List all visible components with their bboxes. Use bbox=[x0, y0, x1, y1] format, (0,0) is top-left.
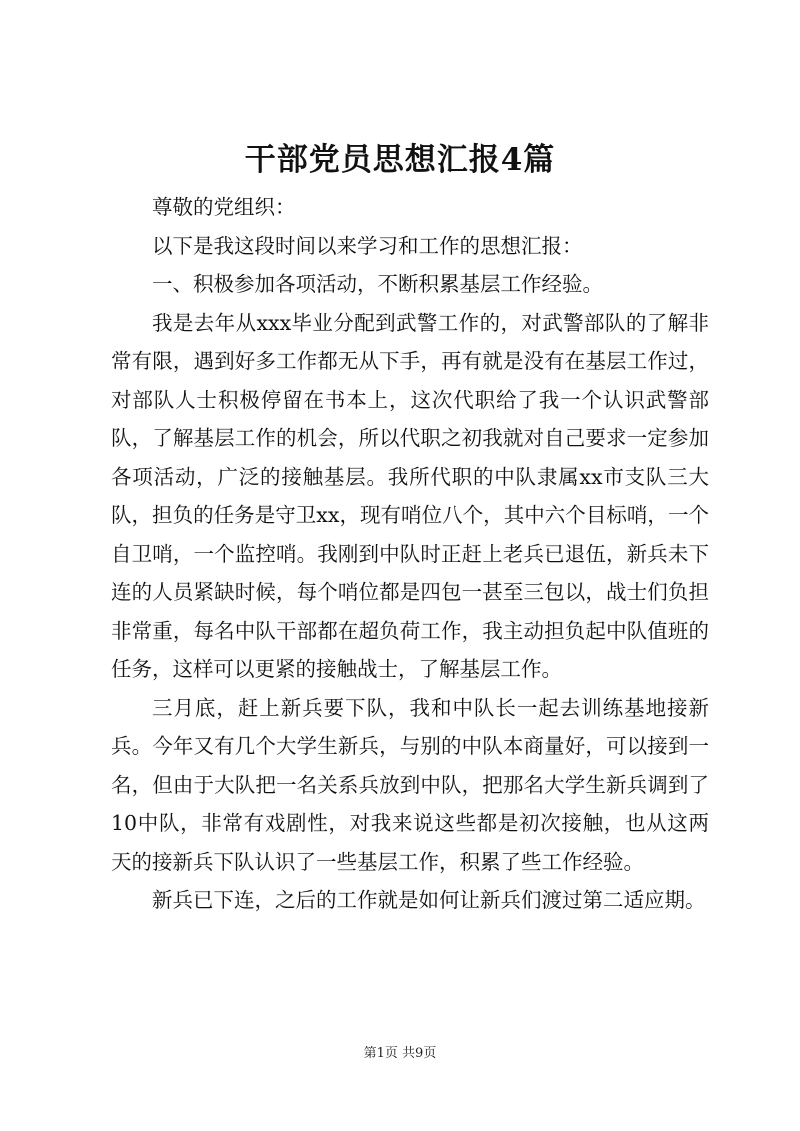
body-paragraph: 我是去年从xxx毕业分配到武警工作的，对武警部队的了解非常有限，遇到好多工作都无从下手，再有就是没有在基层工作过，对部队人士积极停留在书本上，这次代职给了我一个认识武警部队，了解基层工作的机会，所以代职之初我就对自己要求一定参加各项活动，广泛的接触基层。我所代职的中队隶属xx市支队三大队，担负的任务是守卫xx，现有哨位八个，其中六个目标哨，一个自卫哨，一个监控哨。我刚到中队时正赶上老兵已退伍，新兵未下连的人员紧缺时候，每个哨位都是四包一甚至三包以，战士们负担非常重，每名中队干部都在超负荷工作，我主动担负起中队值班的任务，这样可以更紧的接触战士，了解基层工作。 bbox=[111, 310, 709, 681]
document-body bbox=[111, 188, 709, 920]
intro-paragraph: 以下是我这段时间以来学习和工作的思想汇报： bbox=[152, 233, 583, 258]
page-indicator: 第1页 共9页 bbox=[363, 1046, 437, 1061]
section-heading-paragraph: 一、积极参加各项活动，不断积累基层工作经验。 bbox=[152, 272, 603, 296]
body-paragraph: 三月底，赶上新兵要下队，我和中队长一起去训练基地接新兵。今年又有几个大学生新兵，与别的中队本商量好，可以接到一名，但由于大队把一名关系兵放到中队，把那名大学生新兵调到了10中队，非常有戏剧性，对我来说这些都是初次接触，也从这两天的接新兵下队认识了一些基层工作，积累了些工作经验。 bbox=[111, 695, 709, 874]
document-title: 干部党员思想汇报4篇 bbox=[244, 142, 556, 178]
salutation-paragraph: 尊敬的党组织： bbox=[152, 195, 296, 219]
body-paragraph: 新兵已下连，之后的工作就是如何让新兵们渡过第二适应期。 bbox=[152, 888, 706, 912]
